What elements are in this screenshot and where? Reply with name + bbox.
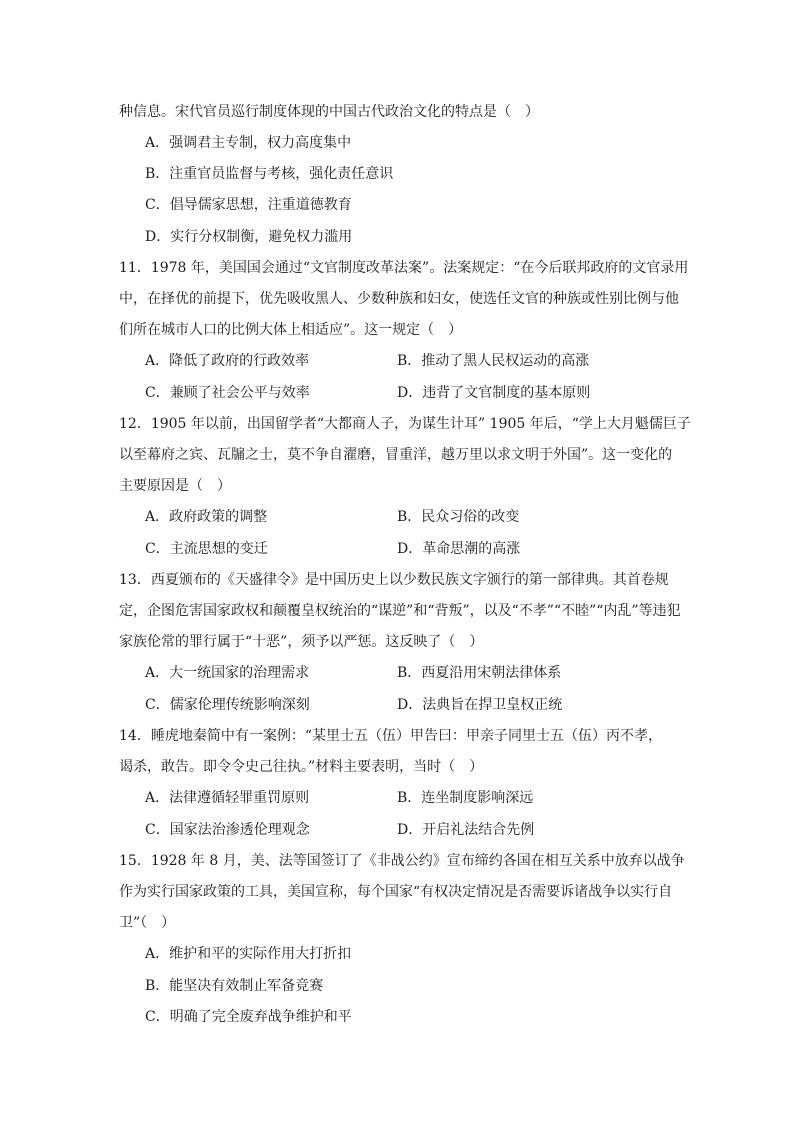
q13-stem-line-1: 13．西夏颁布的《天盛律令》是中国历史上以少数民族文字颁行的第一部律典。其首卷规	[119, 572, 669, 588]
q13-option-d: D．法典旨在捍卫皇权正统	[397, 697, 563, 713]
q15-option-b: B．能坚决有效制止军备竞赛	[145, 978, 324, 994]
q12-stem-line-3: 主要原因是（ ）	[119, 478, 231, 494]
q11-option-b: B．推动了黑人民权运动的高涨	[397, 353, 590, 369]
q14-option-d: D．开启礼法结合先例	[397, 822, 535, 838]
q12-option-b: B．民众习俗的改变	[397, 509, 520, 525]
q15-stem-line-3: 卫”（ ）	[119, 915, 176, 931]
q10-option-d: D．实行分权制衡，避免权力滥用	[145, 229, 353, 245]
q15-stem-line-1: 15．1928 年 8 月，美、法等国签订了《非战公约》宣布缔约各国在相互关系中放弃以战争	[119, 853, 685, 869]
q13-option-c: C．儒家伦理传统影响深刻	[145, 697, 310, 713]
q13-option-a: A．大一统国家的治理需求	[145, 665, 310, 681]
q14-option-c: C．国家法治渗透伦理观念	[145, 822, 310, 838]
q15-stem-line-2: 作为实行国家政策的工具，美国宣称，每个国家“有权决定情况是否需要诉诸战争以实行自	[119, 884, 673, 900]
q14-stem-line-2: 谒杀，敢告。即令令史己往执。”材料主要表明，当时（ ）	[119, 759, 484, 775]
q15-option-c: C．明确了完全废弃战争维护和平	[145, 1009, 352, 1025]
q12-option-c: C．主流思想的变迁	[145, 541, 268, 557]
q14-option-a: A．法律遵循轻罪重罚原则	[145, 790, 310, 806]
q11-option-d: D．违背了文官制度的基本原则	[397, 385, 591, 401]
q11-stem-line-3: 们所在城市人口的比例大体上相适应”。这一规定（ ）	[119, 322, 463, 338]
q15-option-a: A．维护和平的实际作用大打折扣	[145, 946, 352, 962]
q12-option-a: A．政府政策的调整	[145, 509, 268, 525]
q13-option-b: B．西夏沿用宋朝法律体系	[397, 665, 562, 681]
q13-stem-line-3: 家族伦常的罪行属于“十恶”，须予以严惩。这反映了（ ）	[119, 634, 484, 650]
q12-option-d: D．革命思潮的高涨	[397, 541, 521, 557]
q10-option-c: C．倡导儒家思想，注重道德教育	[145, 197, 352, 213]
q10-stem-line-1: 种信息。宋代官员巡行制度体现的中国古代政治文化的特点是（ ）	[119, 104, 539, 120]
q12-stem-line-2: 以至幕府之宾、瓦牖之士，莫不争自濯磨，冒重洋，越万里以求文明于外国”。这一变化的	[119, 447, 673, 463]
q10-option-a: A．强调君主专制，权力高度集中	[145, 135, 352, 151]
q11-stem-line-1: 11．1978 年，美国国会通过“文官制度改革法案”。法案规定：“在今后联邦政府的文官录用	[119, 260, 689, 276]
q11-stem-line-2: 中，在择优的前提下，优先吸收黑人、少数种族和妇女，使选任文官的种族或性别比例与他	[119, 291, 679, 307]
q13-stem-line-2: 定，企图危害国家政权和颠覆皇权统治的“谋逆”和“背叛”，以及“不孝”“不睦”“内乱”等违犯	[119, 603, 681, 619]
q11-option-a: A．降低了政府的行政效率	[145, 353, 310, 369]
q10-option-b: B．注重官员监督与考核，强化责任意识	[145, 166, 394, 182]
q11-option-c: C．兼顾了社会公平与效率	[145, 385, 310, 401]
q14-option-b: B．连坐制度影响深远	[397, 790, 534, 806]
q12-stem-line-1: 12．1905 年以前，出国留学者“大都商人子，为谋生计耳” 1905 年后，“学上大月魁儒巨子	[119, 416, 691, 432]
q14-stem-line-1: 14．睡虎地秦简中有一案例：“某里士五（伍）甲告曰：甲亲子同里士五（伍）丙不孝，	[119, 728, 662, 744]
